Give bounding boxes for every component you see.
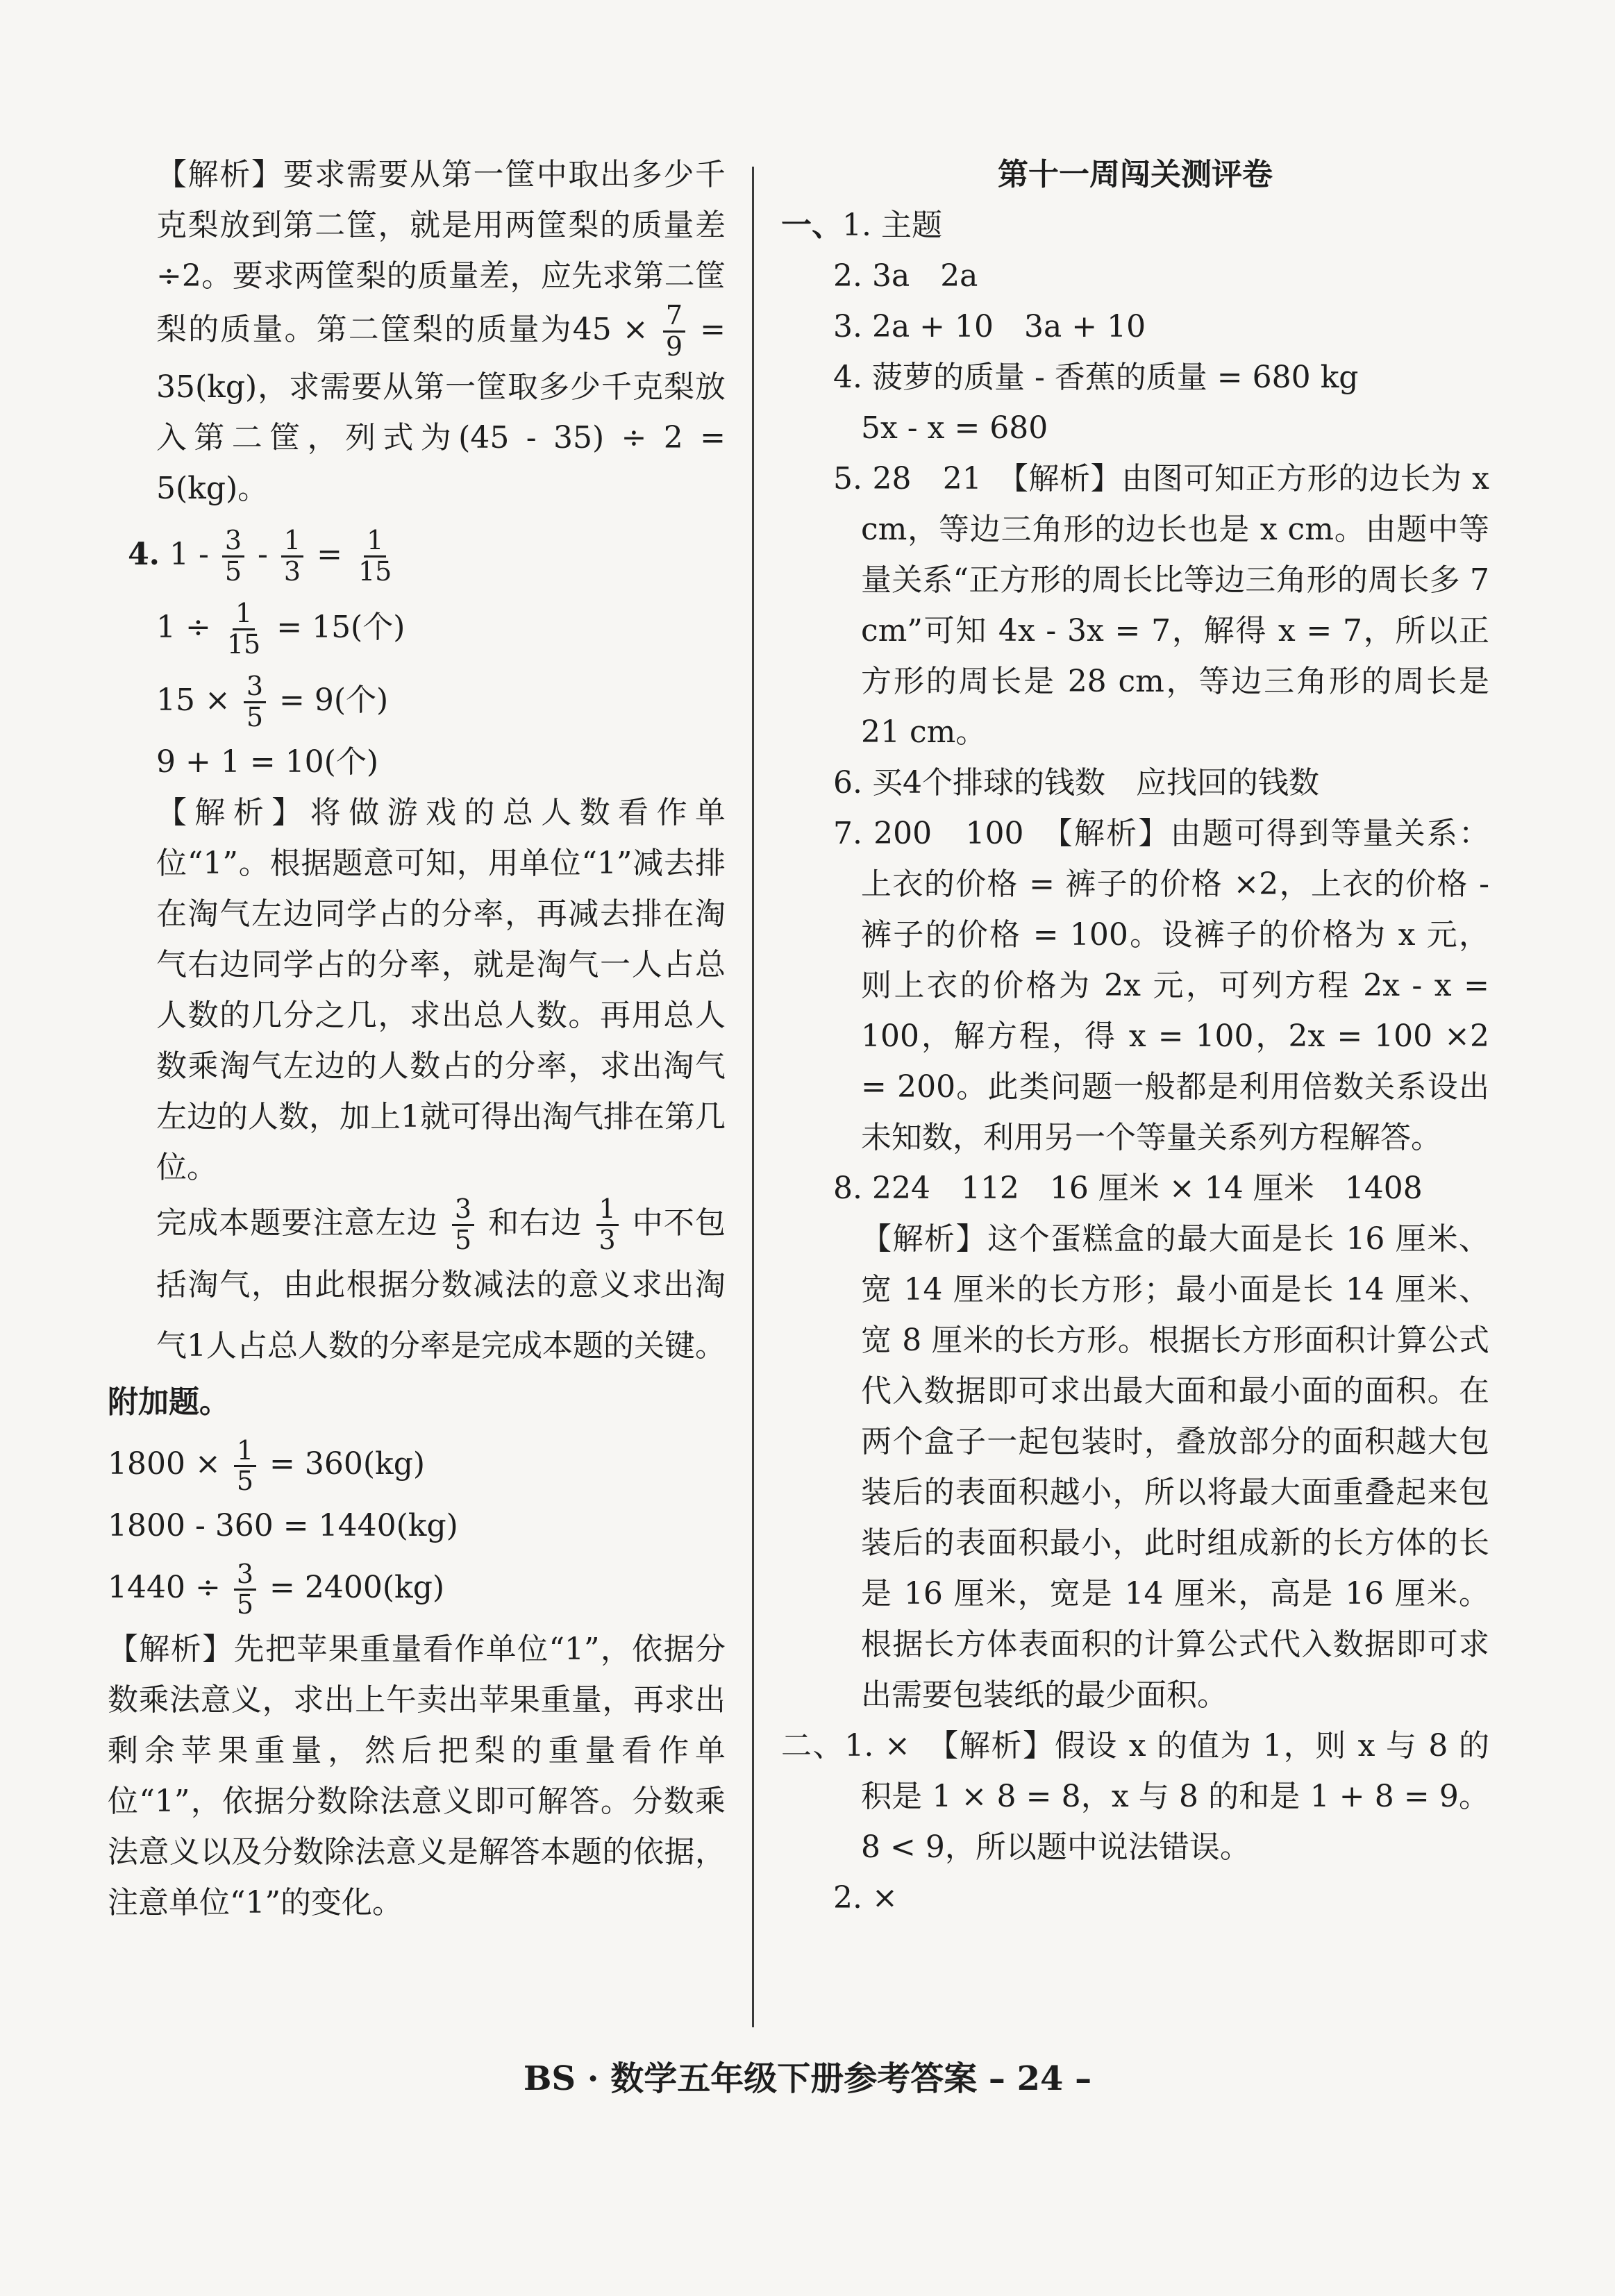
s1-q2: 2. 3a 2a [833, 258, 978, 294]
q4-line-3: 15 × $\frac{3}{5}$ = 9(个) [156, 670, 389, 732]
bonus-line-1: 1800 × $\frac{1}{5}$ = 360(kg) [108, 1434, 426, 1497]
s1-q5: 5. 28 21 【解析】由图可知正方形的边长为 x cm，等边三角形的边长也是 x cm。由题中等量关系“正方形的周长比等边三角形的周长多 7 cm”可知 4x - 3x = 7，解得 x = 7，所以正方形的周长是 28 cm，等边三角形的周长是 21 cm。 [833, 461, 1489, 750]
q4-line-2: 1 ÷ $\frac{1}{15}$ = 15(个) [156, 597, 405, 660]
q4-note: 完成本题要注意左边 $\frac{3}{5}$ 和右边 $\frac{1}{3}$ 中不包括淘气，由此根据分数减法的意义求出淘气1人占总人数的分率是完成本题的关键。 [156, 1193, 726, 1364]
right-column [781, 149, 1489, 1923]
s1-q3: 3. 2a + 10 3a + 10 [833, 309, 1146, 344]
s1-q6: 6. 买4个排球的钱数 应找回的钱数 [833, 765, 1319, 801]
left-column [108, 149, 726, 1928]
s2-q1: 二、1. × 【解析】假设 x 的值为 1，则 x 与 8 的积是 1 × 8 = 8，x 与 8 的和是 1 + 8 = 9。8 < 9，所以题中说法错误。 [781, 1728, 1489, 1865]
column-divider [752, 167, 754, 2027]
bonus-title: 附加题。 [108, 1384, 230, 1421]
s1-q4: 4. 菠萝的质量 - 香蕉的质量 = 680 kg [833, 360, 1359, 395]
section-title: 第十一周闯关测评卷 [998, 157, 1273, 192]
s1-q4-equation: 5x - x = 680 [861, 410, 1048, 446]
fraction: $\frac{7}{9}$ [663, 301, 685, 362]
s1-q8: 8. 224 112 16 厘米 × 14 厘米 1408 [833, 1171, 1423, 1206]
bonus-line-2: 1800 - 360 = 1440(kg) [108, 1508, 458, 1544]
analysis-paragraph: 【解析】要求需要从第一筐中取出多少千克梨放到第二筐，就是用两筐梨的质量差÷2。要求两筐梨的质量差，应先求第二筐梨的质量。第二筐梨的质量为45 × $\frac{7}{9}$ = 35(kg)，求需要从第一筐取多少千克梨放入第二筐，列式为(45 - 35) ÷ 2 = 5(kg)。 [156, 157, 726, 506]
s2-q2: 2. × [833, 1880, 898, 1916]
page-footer: BS · 数学五年级下册参考答案 – 24 – [523, 2059, 1092, 2098]
s1-q1: 一、1. 主题 [781, 208, 942, 243]
bonus-analysis: 【解析】先把苹果重量看作单位“1”，依据分数乘法意义，求出上午卖出苹果重量，再求出剩余苹果重量，然后把梨的重量看作单位“1”，依据分数除法意义即可解答。分数乘法意义以及分数除法意义是解答本题的依据，注意单位“1”的变化。 [108, 1632, 726, 1921]
s1-q8-analysis: 【解析】这个蛋糕盒的最大面是长 16 厘米、宽 14 厘米的长方形；最小面是长 14 厘米、宽 8 厘米的长方形。根据长方形面积计算公式代入数据即可求出最大面和最小面的面积。在两个盒子一起包装时，叠放部分的面积越大包装后的表面积越小，所以将最大面重叠起来包装后的表面积最小，此时组成新的长方体的长是 16 厘米，宽是 14 厘米，高是 16 厘米。根据长方体表面积的计算公式代入数据即可求出需要包装纸的最少面积。 [861, 1221, 1489, 1713]
q4-line-1: 4. 1 - $\frac{3}{5}$ - $\frac{1}{3}$ = $\frac{1}{15}$ [128, 524, 392, 587]
q4-line-4: 9 + 1 = 10(个) [156, 744, 378, 780]
s1-q7: 7. 200 100 【解析】由题可得到等量关系：上衣的价格 = 裤子的价格 ×2，上衣的价格 - 裤子的价格 = 100。设裤子的价格为 x 元，则上衣的价格为 2x 元，可列方程 2x - x = 100，解方程，得 x = 100，2x = 100 ×2 = 200。此类问题一般都是利用倍数关系设出未知数，利用另一个等量关系列方程解答。 [833, 816, 1489, 1155]
q4-analysis: 【解析】将做游戏的总人数看作单位“1”。根据题意可知，用单位“1”减去排在淘气左边同学占的分率，再减去排在淘气右边同学占的分率，就是淘气一人占总人数的几分之几，求出总人数。再用总人数乘淘气左边的人数占的分率，求出淘气左边的人数，加上1就可得出淘气排在第几位。 [156, 794, 726, 1185]
bonus-line-3: 1440 ÷ $\frac{3}{5}$ = 2400(kg) [108, 1558, 445, 1620]
